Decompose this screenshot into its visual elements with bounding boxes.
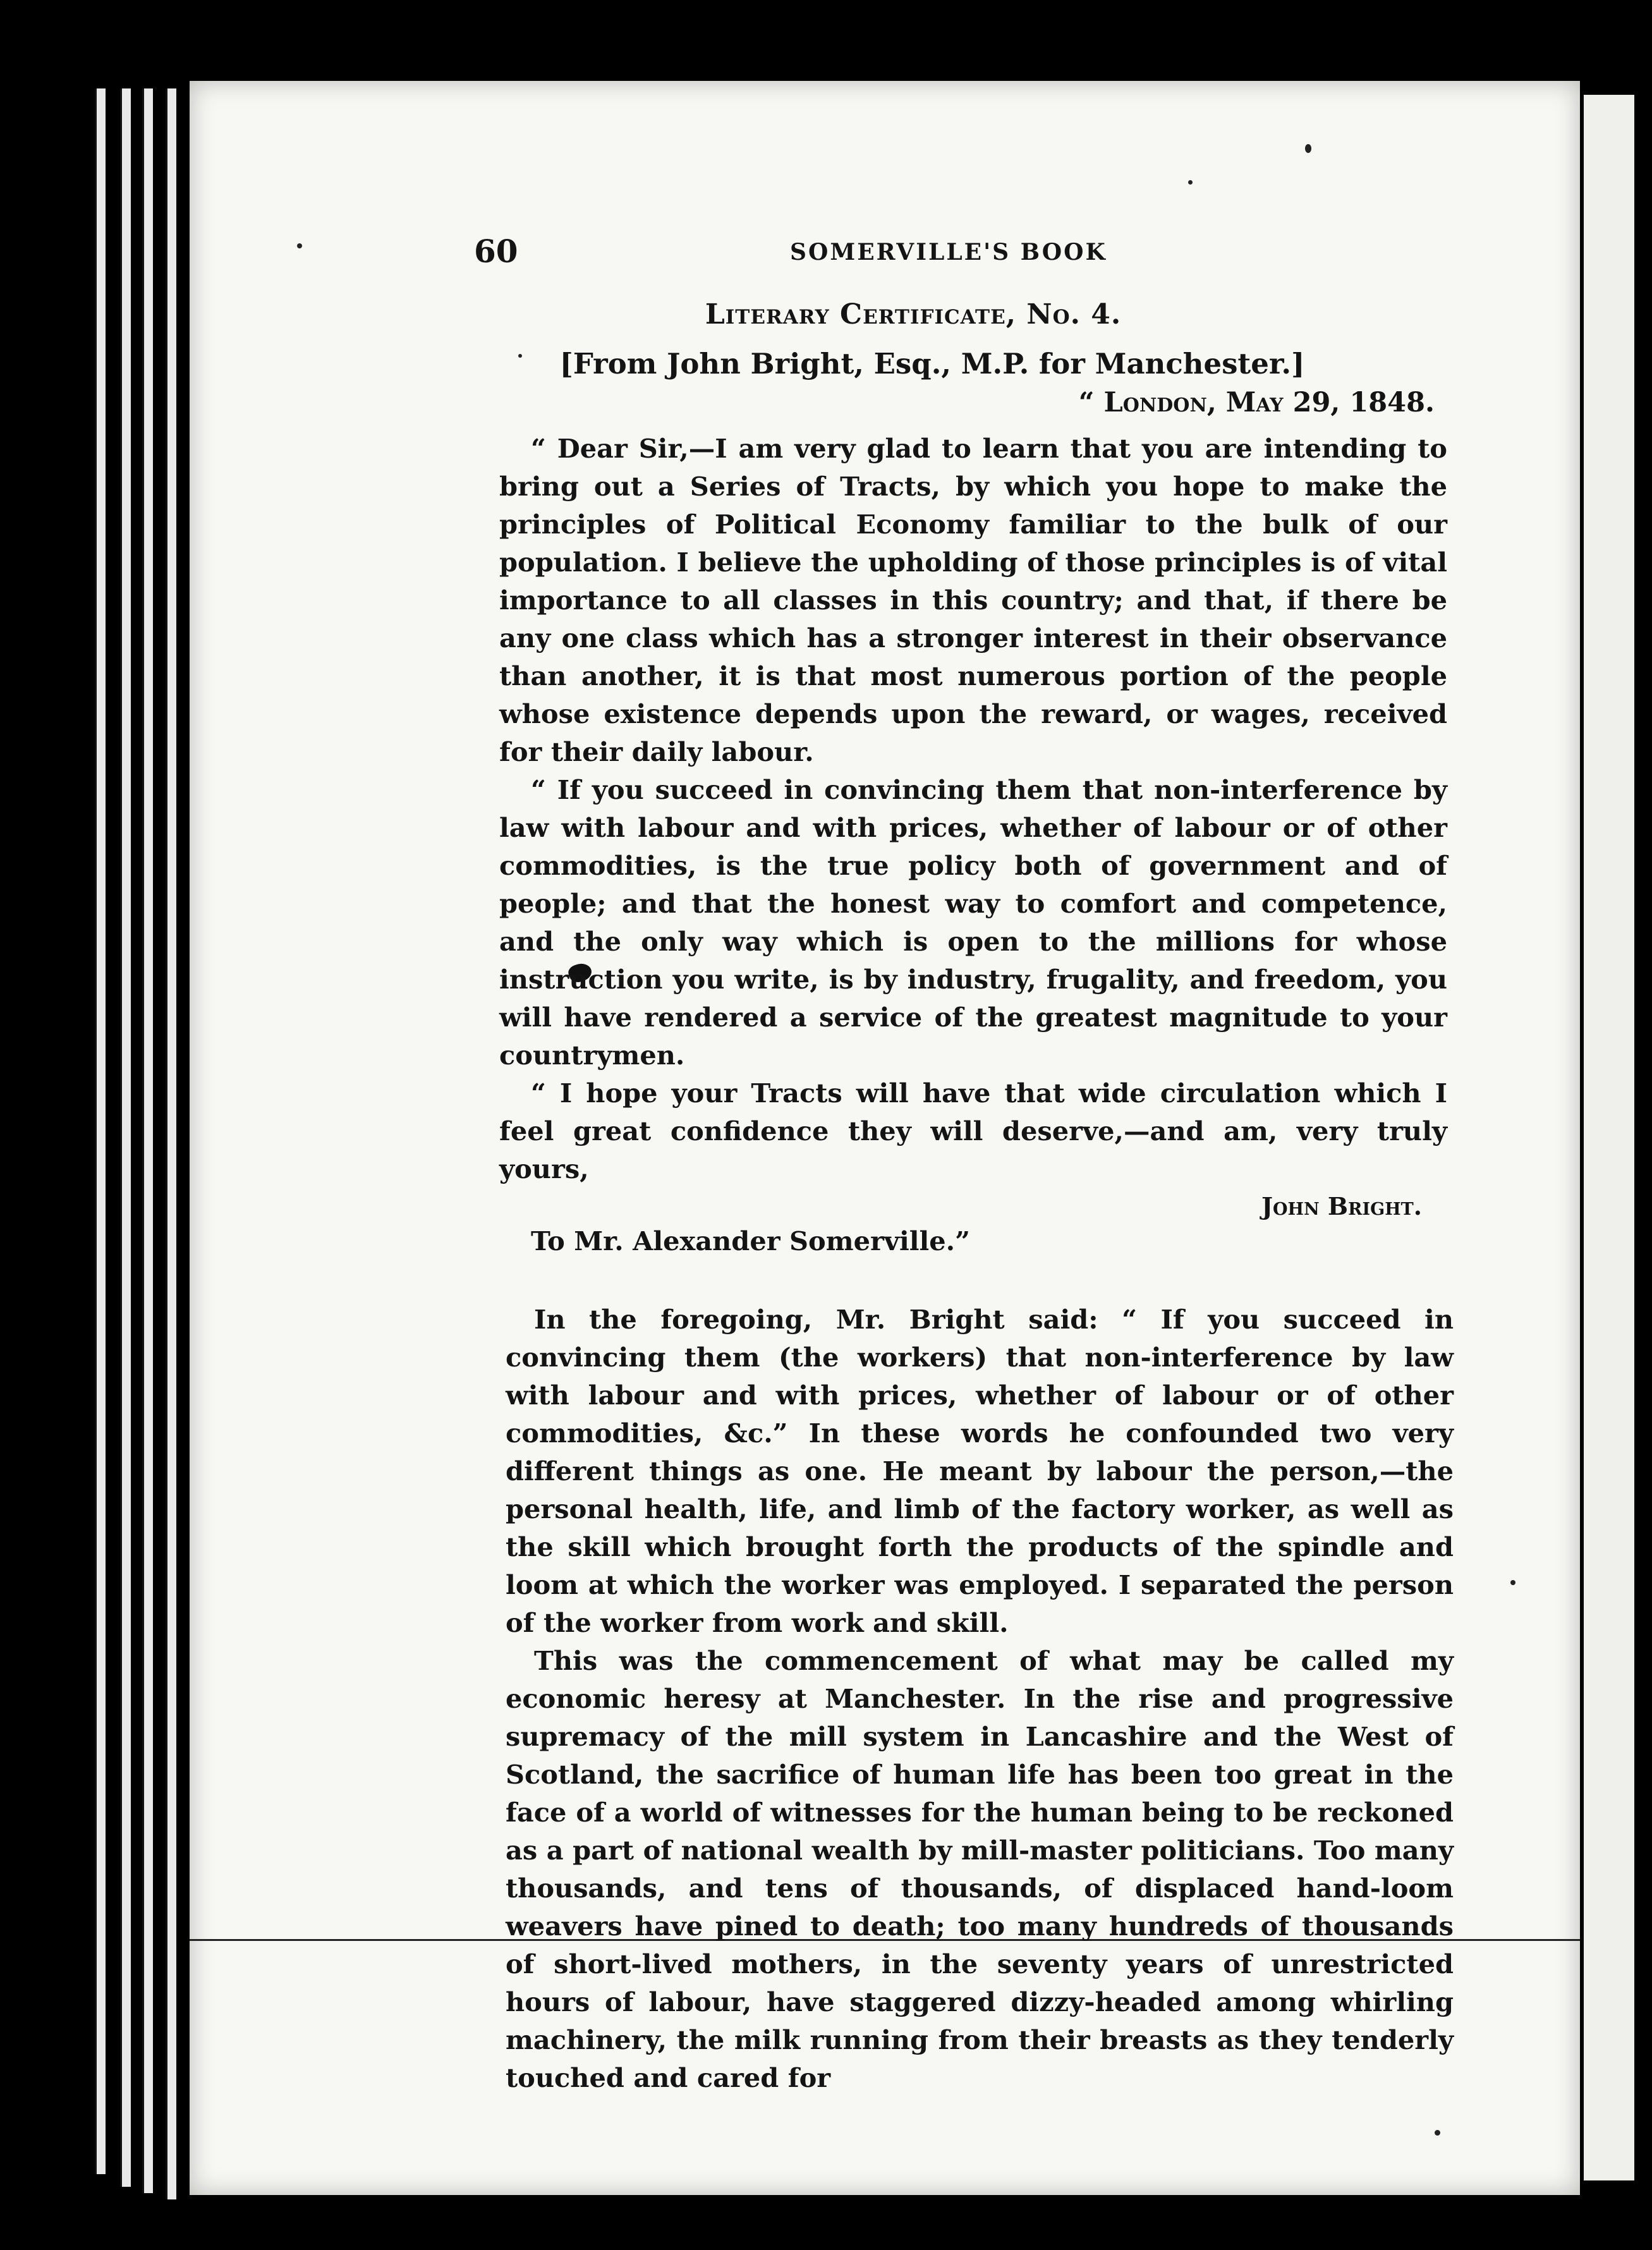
- running-head: [297, 228, 1447, 284]
- certificate-heading: Literary Certificate, No. 4.: [705, 298, 1122, 331]
- facing-page-edge: [1584, 95, 1634, 2180]
- letter-addressee: To Mr. Alexander Somerville.”: [531, 1225, 971, 1256]
- dust-speck: [1305, 144, 1311, 153]
- page-text: [297, 228, 1454, 2097]
- body-paragraph: This was the commencement of what may be called my economic heresy at Manchester. In the rise and progressive supremacy of the mill system in Lancashire and the West of Scotland, the sacrifice of human life has been too great in the face of a world of witnesses for the human being to be reckoned as a part of national wealth by mill-master politicians. Too many thousands, and tens of thousands, of displaced hand-loom weavers have pined to death; too many hundreds of thousands of short-lived mothers, in the seventy years of unrestricted hours of labour, have staggered dizzy-headed among whirling machinery, the milk running from their breasts as they tenderly touched and cared for: [506, 1645, 1454, 2093]
- running-title: SOMERVILLE'S BOOK: [790, 239, 1107, 265]
- certificate-source: [From John Bright, Esq., M.P. for Manchester.]: [559, 347, 1305, 380]
- dust-speck: [1188, 180, 1193, 185]
- body-paragraph: In the foregoing, Mr. Bright said: “ If you succeed in convincing them (the workers) that non-interference by law with labour and with prices, whether of labour or of other commodities, &c.” In these words he confounded two very different things as one. He meant by labour the person,—the personal health, life, and limb of the factory worker, as well as the skill which brought forth the products of the spindle and loom at which the worker was employed. I separated the person of the worker from work and skill.: [506, 1304, 1454, 1638]
- page-stack-edge: [166, 88, 176, 2199]
- dust-speck: [1510, 1580, 1515, 1585]
- page-stack-edge: [120, 88, 131, 2187]
- page-number: 60: [474, 233, 518, 270]
- letter-signature: John Bright.: [1261, 1192, 1422, 1220]
- page-stack-edge: [142, 88, 153, 2193]
- dust-speck: [1435, 2130, 1440, 2136]
- letter-dateline: “ London, May 29, 1848.: [1078, 387, 1435, 418]
- letter-paragraph: “ Dear Sir,—I am very glad to learn that you are intending to bring out a Series of Tracts, by which you hope to make the principles of Political Economy familiar to the bulk of our population. I believe the upholding of those principles is of vital importance to all classes in this country; and that, if there be any one class which has a stronger interest in their observance than another, it is that most numerous portion of the people whose existence depends upon the reward, or wages, received for their daily labour.: [499, 433, 1447, 767]
- body-text: [506, 1301, 1454, 2097]
- letter-paragraph: “ I hope your Tracts will have that wide circulation which I feel great confidence they will deserve,—and am, very truly yours,: [499, 1078, 1447, 1184]
- page-stack-edge: [95, 88, 106, 2174]
- letter-paragraph: “ If you succeed in convincing them that non-interference by law with labour and with prices, whether of labour or of other commodities, is the true policy both of government and of people; and that the honest way to comfort and competence, and the only way which is open to the millions for whose instruction you write, is by industry, frugality, and freedom, you will have rendered a service of the greatest magnitude to your countrymen.: [499, 774, 1447, 1071]
- letter-body: [499, 418, 1447, 1220]
